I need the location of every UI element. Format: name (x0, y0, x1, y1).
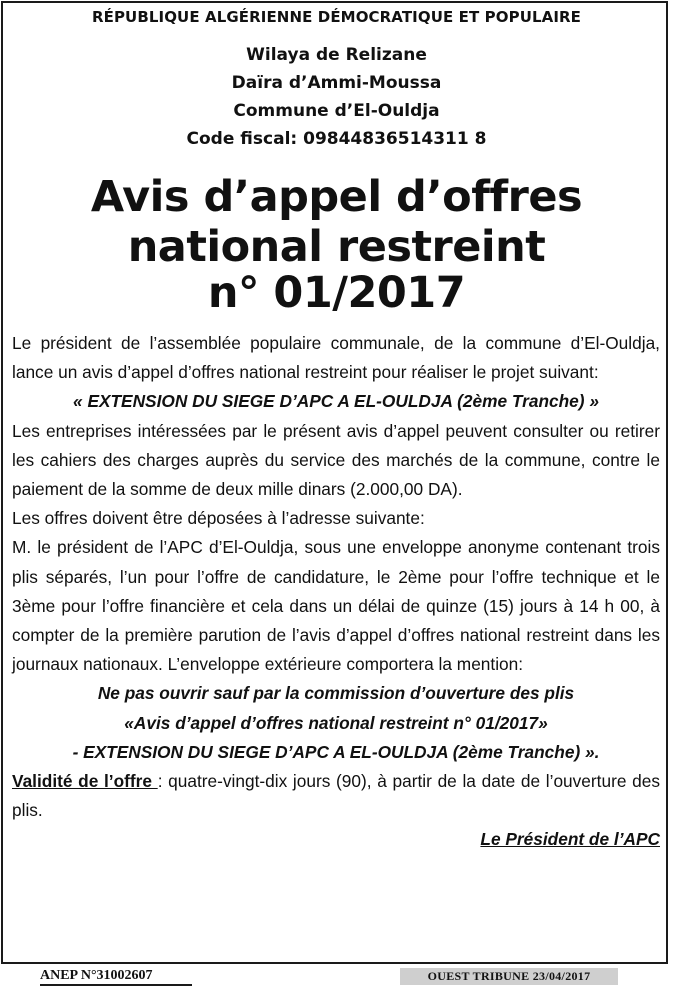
address-paragraph: M. le président de l’APC d’El-Ouldja, sous une enveloppe anonyme contenant trois plis séparés, l’un pour l’offre de candidature, le 2ème pour l’offre technique et le 3ème pour l’offre financière et cela dans un délai de quinze (15) jours à 14 h 00, à compter de la première parution de l’avis d’appel d’offres national restreint dans les journaux nationaux. L’enveloppe extérieure comportera la mention: (12, 537, 660, 675)
mention-line-2: «Avis d’appel d’offres national restreint n° 01/2017» (124, 712, 548, 733)
notice-body (12, 329, 660, 855)
address-intro: Les offres doivent être déposées à l’adresse suivante: (12, 508, 425, 529)
signature: Le Président de l’APC (480, 829, 660, 850)
consult-paragraph: Les entreprises intéressées par le présent avis d’appel peuvent consulter ou retirer les cahiers des charges auprès du service des marchés de la commune, contre le paiement de la somme de deux mille dinars (2.000,00 DA). (12, 420, 660, 500)
notice-title-line-3: n° 01/2017 (207, 268, 466, 318)
republic-heading: RÉPUBLIQUE ALGÉRIENNE DÉMOCRATIQUE ET POPULAIRE (91, 8, 582, 26)
commune-line: Commune d’El-Ouldja (233, 101, 440, 121)
anep-reference: ANEP N°31002607 (40, 968, 192, 986)
intro-paragraph: Le président de l’assemblée populaire communale, de la commune d’El-Ouldja, lance un avis d’appel d’offres national restreint pour réaliser le projet suivant: (12, 333, 660, 383)
validity-label: Validité de l’offre (12, 771, 158, 792)
project-name: « EXTENSION DU SIEGE D’APC A EL-OULDJA (2ème Tranche) » (73, 391, 599, 412)
validity-paragraph (12, 767, 660, 825)
fiscal-code-line: Code fiscal: 09844836514311 8 (186, 129, 487, 149)
daira-line: Daïra d’Ammi-Moussa (231, 73, 442, 93)
newspaper-reference: OUEST TRIBUNE 23/04/2017 (400, 968, 618, 985)
notice-title-line-1: Avis d’appel d’offres (90, 172, 583, 222)
validity-text: : quatre-vingt-dix jours (90), à partir de la date de l’ouverture des plis. (12, 771, 660, 821)
mention-line-1: Ne pas ouvrir sauf par la commission d’ouverture des plis (97, 683, 575, 704)
wilaya-line: Wilaya de Relizane (246, 45, 427, 65)
mention-line-3: - EXTENSION DU SIEGE D’APC A EL-OULDJA (2ème Tranche) ». (72, 741, 600, 762)
notice-title-line-2: national restreint (127, 222, 546, 272)
